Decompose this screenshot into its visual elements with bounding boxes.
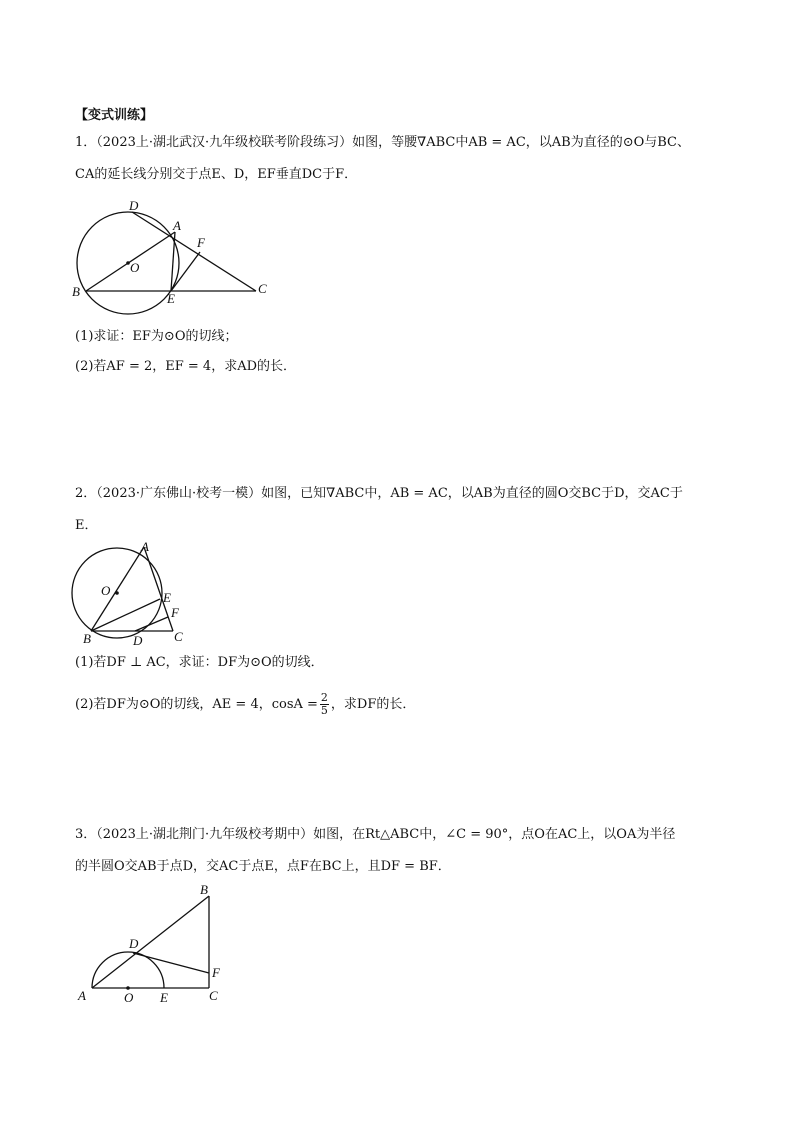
problem-1-figure: [60, 195, 280, 310]
label-d: D: [129, 198, 139, 213]
problem-3-statement-line-2: 的半圆O交AB于点D，交AC于点E，点F在BC上，且DF = BF．: [75, 859, 451, 874]
fraction-cos-a: [320, 692, 329, 717]
segment-ab: [92, 896, 209, 988]
fraction-numerator: 2: [320, 691, 328, 704]
label-d: D: [129, 936, 139, 951]
problem-3-statement-line-1: 3．（2023上·湖北荆门·九年级校考期中）如图，在Rt△ABC中，∠C = 90°，点O在AC上，以OA为半径: [75, 827, 676, 842]
label-f: F: [171, 605, 179, 620]
label-e: E: [160, 990, 168, 1005]
problem-1-statement-line-1: 1．（2023上·湖北武汉·九年级校联考阶段练习）如图，等腰∇ABC中AB = AC，以AB为直径的⊙O与BC、: [75, 135, 690, 150]
problem-2-question-2: [75, 692, 415, 717]
label-o: O: [130, 260, 140, 275]
problem-1-question-1: (1)求证：EF为⊙O的切线；: [75, 329, 238, 344]
label-a: A: [141, 539, 149, 554]
label-a: A: [78, 988, 86, 1003]
segment-df: [133, 953, 209, 973]
label-f: F: [197, 235, 205, 250]
label-e: E: [167, 291, 175, 306]
label-c: C: [258, 281, 267, 296]
label-e: E: [163, 590, 171, 605]
label-o: O: [101, 583, 111, 598]
segment-df: [135, 617, 168, 631]
fraction-denominator: 5: [320, 704, 328, 717]
section-title: 【变式训练】: [75, 108, 154, 123]
label-c: C: [174, 629, 183, 644]
problem-3-figure: [70, 878, 230, 1008]
semicircle-o: [92, 952, 164, 988]
label-f: F: [212, 965, 220, 980]
label-o: O: [124, 990, 134, 1005]
problem-1-statement-line-2: CA的延长线分别交于点E、D，EF垂直DC于F．: [75, 167, 358, 182]
problem-2-statement-line-2: E．: [75, 518, 98, 533]
segment-dc: [132, 212, 256, 291]
problem-2-question-2-after: ，求DF的长．: [330, 697, 416, 712]
problem-2-question-1: (1)若DF ⊥ AC，求证：DF为⊙O的切线．: [75, 655, 324, 670]
label-c: C: [209, 988, 218, 1003]
label-d: D: [133, 633, 143, 648]
label-a: A: [173, 218, 181, 233]
segment-ac: [144, 547, 173, 631]
problem-2-question-2-before: (2)若DF为⊙O的切线，AE = 4，cosA =: [75, 697, 318, 712]
label-b: B: [83, 631, 91, 646]
center-o-dot: [115, 591, 119, 595]
problem-1-question-2: (2)若AF = 2，EF = 4，求AD的长．: [75, 359, 297, 374]
segment-ef: [171, 252, 200, 291]
label-b: B: [72, 284, 80, 299]
problem-2-figure: [60, 535, 200, 650]
segment-ae: [171, 232, 175, 291]
problem-2-statement-line-1: 2．（2023·广东佛山·校考一模）如图，已知∇ABC中，AB = AC，以AB为直径的圆O交BC于D，交AC于: [75, 486, 683, 501]
label-b: B: [200, 882, 208, 897]
